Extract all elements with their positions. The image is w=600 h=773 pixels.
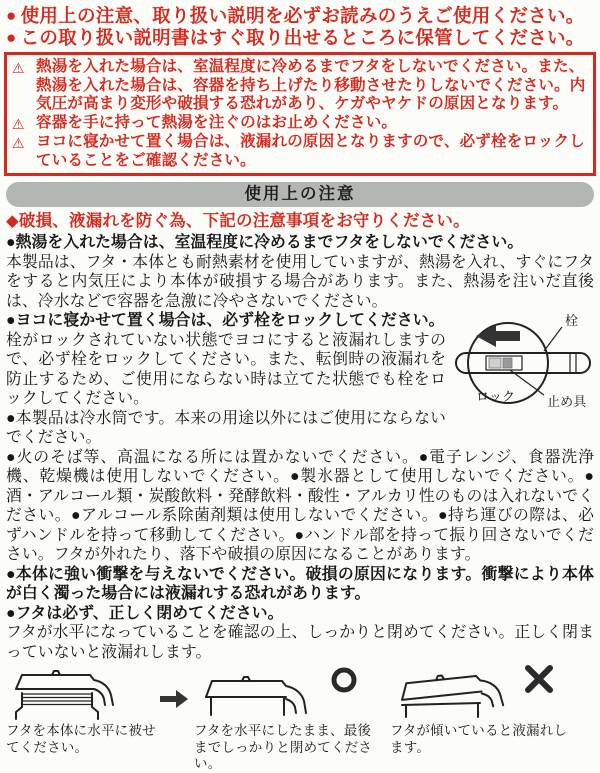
lid-top-view-diagram: [452, 311, 594, 409]
top-note: [6, 27, 594, 49]
bullet-icon: ●: [6, 28, 17, 47]
paragraph-head: ●ヨコに寝かせて置く場合は、必ず栓をロックしてください。: [6, 312, 445, 329]
warning-item-text: ヨコに寝かせて置く場合は、液漏れの原因となりますので、必ず栓をロックしていることをご確認ください。: [36, 133, 585, 169]
figure-place-lid-drawing: [6, 665, 156, 721]
paragraph-intended-use: [6, 409, 594, 448]
paragraph-lock: [6, 311, 594, 409]
warning-triangle-icon: ⚠: [12, 115, 25, 132]
warning-item: [12, 133, 588, 170]
paragraph-prohibitions: [6, 448, 594, 565]
figure-place-lid: [6, 665, 158, 773]
warning-item-text: 容器を手に持って熱湯を注ぐのはお止めください。: [36, 113, 398, 131]
warning-item: [12, 58, 588, 114]
paragraph-head: ●フタは必ず、正しく閉めてください。: [6, 604, 284, 622]
paragraph-body: 栓がロックされていない状態でヨコにすると液漏れしますので、必ず栓をロックしてください。また、転倒時の液漏れを防止するため、ご使用にならない時は立てた状態でも栓をロックしてください。: [6, 331, 446, 407]
bullet-icon: ●: [6, 6, 17, 25]
warning-box: [4, 52, 596, 176]
lid-closing-figures: [6, 665, 596, 773]
figure-lid-closed-ok: [194, 665, 382, 773]
top-note-text: この取り扱い説明書はすぐ取り出せるところに保管してください。: [20, 27, 585, 48]
label-catch: 止め具: [547, 394, 587, 409]
paragraph-close-lid: [6, 604, 594, 663]
figure-caption: フタを本体に水平に被せてください。: [6, 723, 156, 755]
paragraph-body: フタが水平になっていることを確認の上、しっかりと閉めてください。正しく閉まっていないと液漏れします。: [6, 624, 594, 661]
paragraph-body: 本製品は、フタ・本体とも耐熱素材を使用していますが、熱湯を入れ、すぐにフタをすると内気圧により本体が破損する場合があります。また、熱湯を注いだ直後は、冷水などで容器を急激に冷やさないでください。: [6, 253, 594, 310]
ok-mark-icon: [334, 670, 354, 690]
figure-lid-tilted-ng: [390, 665, 578, 773]
top-note: [6, 5, 594, 27]
paragraph-head: ●熱湯を入れた場合は、室温程度に冷めるまでフタをしないでください。: [6, 234, 524, 251]
top-note-text: 使用上の注意、取り扱い説明を必ずお読みのうえご使用ください。: [20, 5, 585, 26]
arrow-left-icon: [476, 325, 520, 347]
top-notes: [6, 5, 594, 49]
section-header: 使用上の注意: [6, 182, 594, 207]
slider-segment: [503, 358, 512, 368]
warning-triangle-icon: ⚠: [12, 135, 25, 151]
figure-caption: フタが傾いていると液漏れします。: [390, 723, 568, 755]
figure-caption: フタを水平にしたまま、最後までしっかりと閉めてください。: [194, 723, 373, 771]
arrow-right-icon: [158, 687, 190, 711]
label-lock: ロック: [476, 389, 516, 404]
figure-lid-tilted-drawing: [390, 665, 570, 721]
warning-triangle-icon: ⚠: [12, 60, 25, 76]
paragraph-body: ●本体に強い衝撃を与えないでください。破損の原因になります。衝撃により本体が白く濁った場合には液漏れする恐れがあります。: [6, 565, 594, 602]
slider-segment: [489, 358, 501, 368]
label-stopper: 栓: [565, 313, 579, 328]
step-arrow: [158, 665, 194, 773]
warning-item-text: 熱湯を入れた場合は、室温程度に冷めるまでフタをしないでください。また、熱湯を入れた場合は、容器を持ち上げたり移動させたりしないでください。内気圧が高まり変形や破損する恐れがあり、ケガやヤケドの原因となります。: [36, 58, 586, 112]
section-lead: ◆破損、液漏れを防ぐ為、下記の注意事項をお守りください。: [6, 212, 470, 230]
figure-lid-closed-drawing: [194, 665, 374, 721]
warning-item: [12, 114, 588, 134]
ng-mark-icon: [528, 668, 550, 690]
paragraph-body: ●本製品は冷水筒です。本来の用途以外にはご使用にならないでください。: [6, 409, 446, 446]
paragraph-hot-water: [6, 233, 594, 311]
lock-diagram-drawing: [452, 311, 594, 409]
paragraph-body: ●火のそば等、高温になる所には置かないでください。●電子レンジ、食器洗浄機、乾燥機は使用しないでください。●製氷器として使用しないでください。●酒・アルコール類・炭酸飲料・発酵飲料・酸性・アルカリ性のものは入れないでください。●アルコール系除菌剤類は使用しないでください。●持ち運びの際は、必ずハンドルを持って移動してください。●ハンドル部を持って振り回さないでください。フタが外れたり、落下や破損の原因になることがあります。: [6, 448, 594, 563]
paragraph-impact: [6, 565, 594, 604]
